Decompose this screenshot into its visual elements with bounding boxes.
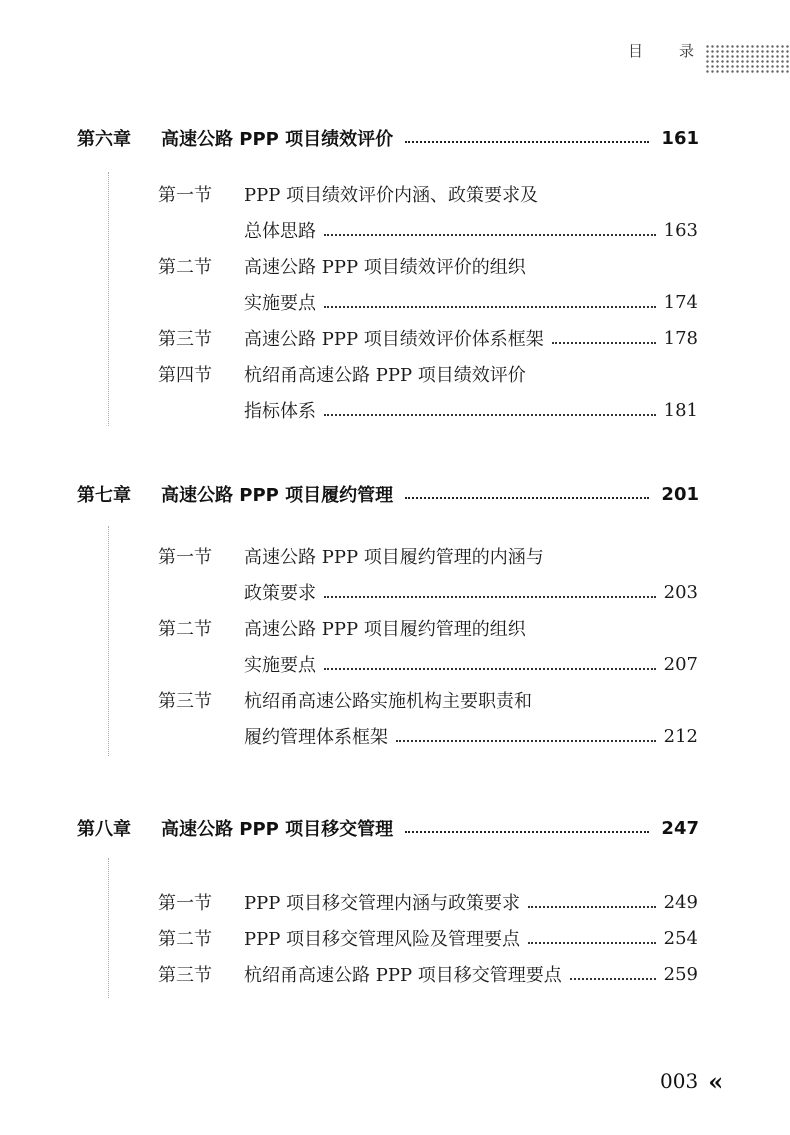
section-page: 212: [663, 725, 698, 747]
section-page: 163: [663, 219, 698, 241]
section-7-2-entry[interactable]: [158, 612, 698, 644]
section-7-1-continuation[interactable]: [244, 576, 698, 608]
dot-leader: [405, 830, 649, 833]
chapter-page: 201: [661, 483, 699, 505]
section-title-cont: 总体思路: [244, 221, 316, 242]
dot-leader: [324, 413, 656, 416]
section-title-cont: 政策要求: [244, 583, 316, 604]
section-page: 203: [663, 581, 698, 603]
section-page: 259: [663, 963, 698, 985]
header-title-right: 录: [678, 42, 694, 60]
section-page: 207: [663, 653, 698, 675]
section-6-1-continuation[interactable]: [244, 214, 698, 246]
section-title: PPP 项目移交管理风险及管理要点: [244, 929, 521, 950]
chapter-title: 高速公路 PPP 项目移交管理: [161, 819, 394, 840]
chapter-7-entry[interactable]: [77, 478, 699, 510]
section-number: 第一节: [158, 547, 212, 568]
section-number: 第三节: [158, 691, 212, 712]
section-7-3-continuation[interactable]: [244, 720, 698, 752]
dot-leader: [405, 496, 649, 499]
dot-leader: [552, 341, 656, 344]
section-6-1-entry[interactable]: [158, 178, 698, 210]
chapter-page: 247: [661, 817, 699, 839]
chapter-6-entry[interactable]: [77, 122, 699, 154]
chapter-title: 高速公路 PPP 项目绩效评价: [161, 129, 394, 150]
chapter-8-entry[interactable]: [77, 812, 699, 844]
dot-leader: [324, 305, 656, 308]
section-6-4-entry[interactable]: [158, 358, 698, 390]
section-number: 第二节: [158, 257, 212, 278]
page-footer: [660, 1064, 723, 1098]
chapter-page: 161: [661, 127, 699, 149]
section-8-1-entry[interactable]: [158, 886, 698, 918]
section-6-2-continuation[interactable]: [244, 286, 698, 318]
section-title: PPP 项目绩效评价内涵、政策要求及: [244, 185, 539, 206]
section-page: 181: [663, 399, 698, 421]
section-title: 杭绍甬高速公路 PPP 项目移交管理要点: [244, 965, 562, 986]
section-title: PPP 项目移交管理内涵与政策要求: [244, 893, 521, 914]
dot-leader: [396, 739, 656, 742]
section-title: 杭绍甬高速公路实施机构主要职责和: [244, 691, 532, 712]
section-page: 178: [663, 327, 698, 349]
section-number: 第一节: [158, 185, 212, 206]
section-number: 第一节: [158, 893, 212, 914]
section-title-cont: 实施要点: [244, 293, 316, 314]
dot-leader: [324, 595, 656, 598]
dot-leader: [528, 941, 656, 944]
section-page: 254: [663, 927, 698, 949]
section-title-cont: 履约管理体系框架: [244, 727, 388, 748]
section-7-3-entry[interactable]: [158, 684, 698, 716]
running-header: [628, 40, 694, 61]
section-7-2-continuation[interactable]: [244, 648, 698, 680]
dot-leader: [528, 905, 656, 908]
chapter-title: 高速公路 PPP 项目履约管理: [161, 485, 394, 506]
chapter-number: 第六章: [77, 129, 131, 150]
dot-leader: [405, 140, 649, 143]
chapter-number: 第七章: [77, 485, 131, 506]
section-8-2-entry[interactable]: [158, 922, 698, 954]
section-number: 第四节: [158, 365, 212, 386]
section-divider-line: [108, 858, 109, 998]
header-title-left: 目: [628, 42, 644, 60]
section-page: 249: [663, 891, 698, 913]
section-title: 高速公路 PPP 项目绩效评价体系框架: [244, 329, 544, 350]
section-title: 杭绍甬高速公路 PPP 项目绩效评价: [244, 365, 526, 386]
section-6-4-continuation[interactable]: [244, 394, 698, 426]
section-title-cont: 实施要点: [244, 655, 316, 676]
section-8-3-entry[interactable]: [158, 958, 698, 990]
section-divider-line: [108, 172, 109, 426]
double-chevron-left-icon: «: [708, 1066, 724, 1096]
section-title: 高速公路 PPP 项目履约管理的组织: [244, 619, 526, 640]
section-title: 高速公路 PPP 项目绩效评价的组织: [244, 257, 526, 278]
section-6-2-entry[interactable]: [158, 250, 698, 282]
chapter-number: 第八章: [77, 819, 131, 840]
page-number: 003: [660, 1069, 699, 1093]
decorative-dot-pattern: [705, 44, 790, 74]
section-divider-line: [108, 526, 109, 756]
section-number: 第三节: [158, 965, 212, 986]
section-title-cont: 指标体系: [244, 401, 316, 422]
section-number: 第二节: [158, 619, 212, 640]
section-title: 高速公路 PPP 项目履约管理的内涵与: [244, 547, 544, 568]
section-number: 第二节: [158, 929, 212, 950]
section-number: 第三节: [158, 329, 212, 350]
dot-leader: [570, 977, 656, 980]
dot-leader: [324, 667, 656, 670]
section-6-3-entry[interactable]: [158, 322, 698, 354]
section-page: 174: [663, 291, 698, 313]
section-7-1-entry[interactable]: [158, 540, 698, 572]
dot-leader: [324, 233, 656, 236]
